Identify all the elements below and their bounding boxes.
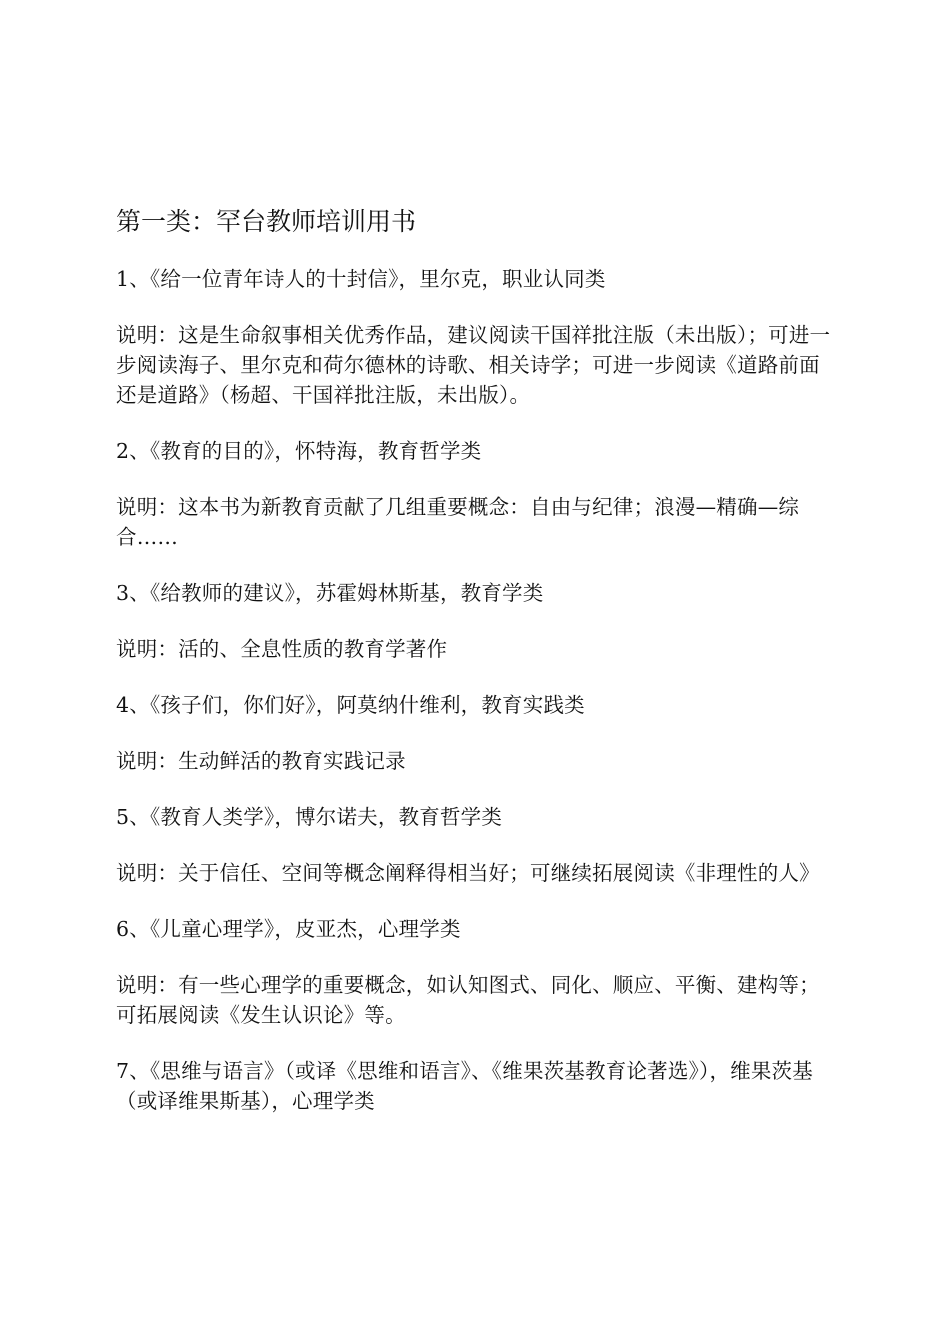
section-heading: 第一类：罕台教师培训用书 <box>116 207 417 236</box>
book-note-4: 说明：生动鲜活的教育实践记录 <box>116 749 406 773</box>
document-body <box>116 202 838 1142</box>
book-entry-6: 6、《儿童心理学》，皮亚杰，心理学类 <box>116 917 461 941</box>
book-entry-5: 5、《教育人类学》，博尔诺夫，教育哲学类 <box>116 805 503 829</box>
book-note-6: 说明：有一些心理学的重要概念，如认知图式、同化、顺应、平衡、建构等；可拓展阅读《发生认识论》等。 <box>116 973 820 1027</box>
book-note-5: 说明：关于信任、空间等概念阐释得相当好；可继续拓展阅读《非理性的人》 <box>116 861 820 885</box>
book-entry-3: 3、《给教师的建议》，苏霍姆林斯基，教育学类 <box>116 581 544 605</box>
book-entry-4: 4、《孩子们，你们好》，阿莫纳什维利，教育实践类 <box>116 693 585 717</box>
book-note-2: 说明：这本书为新教育贡献了几组重要概念：自由与纪律；浪漫—精确—综合…… <box>116 495 800 549</box>
book-note-1: 说明：这是生命叙事相关优秀作品，建议阅读干国祥批注版（未出版）；可进一步阅读海子、里尔克和荷尔德林的诗歌、相关诗学；可进一步阅读《道路前面还是道路》（杨超、干国祥批注版，未出版）。 <box>116 323 831 407</box>
book-note-3: 说明：活的、全息性质的教育学著作 <box>116 637 448 661</box>
book-entry-1: 1、《给一位青年诗人的十封信》，里尔克，职业认同类 <box>116 267 606 291</box>
book-entry-2: 2、《教育的目的》，怀特海，教育哲学类 <box>116 439 482 463</box>
book-entry-7: 7、《思维与语言》（或译《思维和语言》、《维果茨基教育论著选》），维果茨基（或译维果斯基），心理学类 <box>116 1059 813 1113</box>
